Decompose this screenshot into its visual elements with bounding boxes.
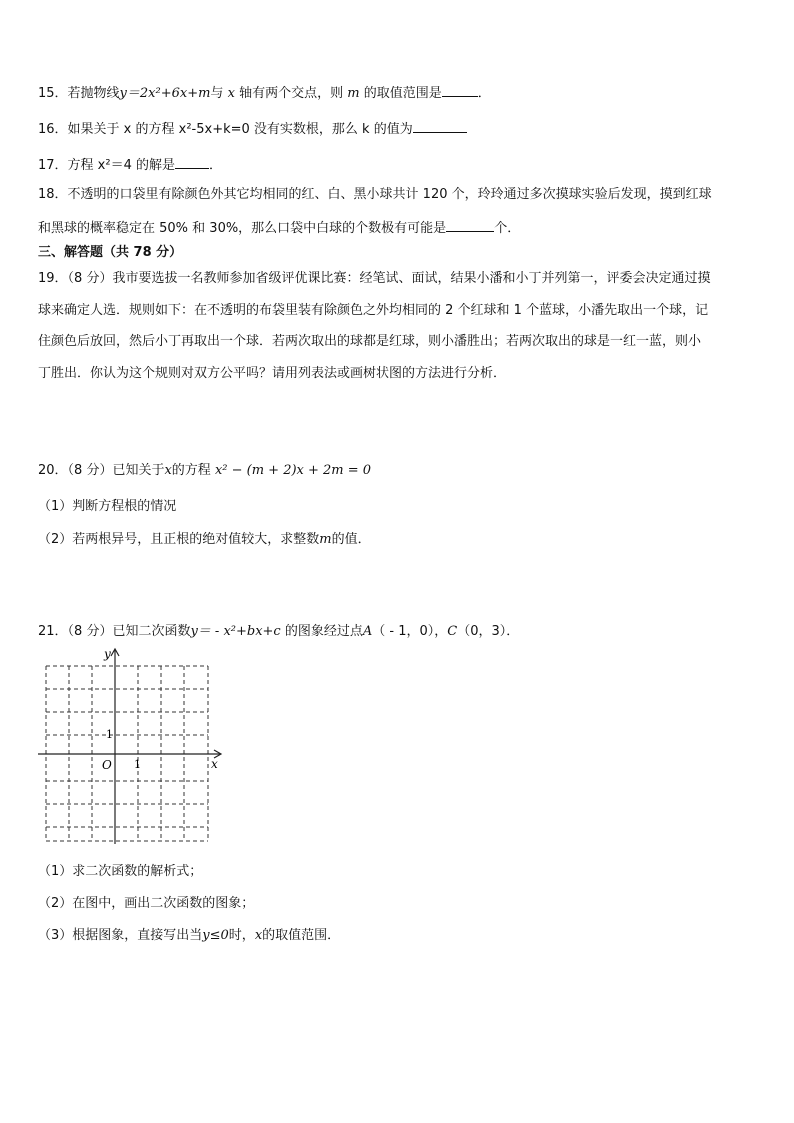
question-21-part1 [38,863,202,881]
q21-part2: （2）在图中，画出二次函数的图象； [38,896,255,911]
question-19-line1 [38,270,710,288]
question-19-line2 [38,302,708,320]
x-axis-label: x [211,757,218,771]
question-21-part3 [38,927,340,945]
y-tick-label: 1 [106,728,113,741]
q15-mid: 与 [210,86,224,101]
q19-line3: 住颜色后放回，然后小丁再取出一个球．若两次取出的球都是红球，则小潘胜出；若两次取出的球是一红一蓝，则小 [38,334,702,349]
q21-part3-mid: 时， [228,928,255,943]
q21-mid: 的图象经过点 [284,624,363,639]
question-19-line4 [38,365,506,383]
q20-mid: 的方程 [171,463,211,478]
q15-mid2: 轴有两个交点，则 [239,86,344,101]
q20-part1: （1）判断方程根的情况 [38,499,177,514]
q15-end: ． [477,86,491,101]
section-title [38,244,182,262]
question-21-part2 [38,895,254,913]
x-tick-label: 1 [134,758,141,771]
coordinate-grid [36,644,226,844]
q17-end: ． [208,158,222,173]
q21-x: x [254,928,263,943]
q21-coord-a: （ - 1，0）， [372,624,448,639]
q15-x: x [227,86,235,101]
q15-function: y＝2x²+6x+m [119,86,211,101]
question-20-part1 [38,498,176,516]
q21-part3-end: 的取值范围． [262,928,341,943]
q21-part1: （1）求二次函数的解析式； [38,864,203,879]
q21-text: 21．（8 分）已知二次函数 [38,624,191,639]
question-15 [38,83,491,103]
q21-coord-c: （0，3）． [457,624,520,639]
answer-blank [446,218,494,232]
q19-line1: 19．（8 分）我市要选拔一名教师参加省级评优课比赛：经笔试、面试，结果小潘和小丁并列第一，评委会决定通过摸 [38,271,711,286]
section-title-text: 三、解答题（共 78 分） [38,245,183,260]
q20-text: 20．（8 分）已知关于 [38,463,165,478]
question-19-line3 [38,333,701,351]
q21-point-c: C [447,624,458,639]
q21-part3: （3）根据图象，直接写出当 [38,928,203,943]
q16-text: 16．如果关于 x 的方程 x²-5x+k=0 没有实数根，那么 k 的值为 [38,122,413,137]
question-20 [38,462,371,480]
question-16 [38,119,467,139]
question-18-line1 [38,186,712,204]
q20-x: x [164,463,172,478]
question-21 [38,623,519,641]
q17-text: 17．方程 x²＝4 的解是 [38,158,175,173]
q20-equation: x² − (m + 2)x + 2m = 0 [214,463,372,478]
q19-line2: 球来确定人选．规则如下：在不透明的布袋里装有除颜色之外均相同的 2 个红球和 1 个蓝球，小潘先取出一个球，记 [38,303,709,318]
q15-tail: 的取值范围是 [363,86,442,101]
q21-point-a: A [362,624,373,639]
answer-blank [413,119,467,133]
q15-text: 15．若抛物线 [38,86,120,101]
q18-line1: 18．不透明的口袋里有除颜色外其它均相同的红、白、黑小球共计 120 个，玲玲通过多次摸球实验后发现，摸到红球 [38,187,712,202]
q21-condition: y≤0 [202,928,229,943]
question-18-line2 [38,218,520,238]
q19-line4: 丁胜出．你认为这个规则对双方公平吗？请用列表法或画树状图的方法进行分析． [38,366,507,381]
q18-end: 个． [494,221,521,236]
answer-blank [442,83,478,97]
q20-m: m [319,532,332,547]
q15-m: m [347,86,360,101]
question-20-part2 [38,531,371,549]
origin-label: O [102,758,112,772]
axes [38,649,221,844]
q20-part2-end: 的值． [331,532,371,547]
q21-function: y＝ - x²+bx+c [190,624,281,639]
question-17 [38,155,222,175]
answer-blank [175,155,209,169]
q20-part2: （2）若两根异号，且正根的绝对值较大，求整数 [38,532,320,547]
y-axis-label: y [104,647,111,661]
q18-line2: 和黑球的概率稳定在 50% 和 30%，那么口袋中白球的个数极有可能是 [38,221,447,236]
